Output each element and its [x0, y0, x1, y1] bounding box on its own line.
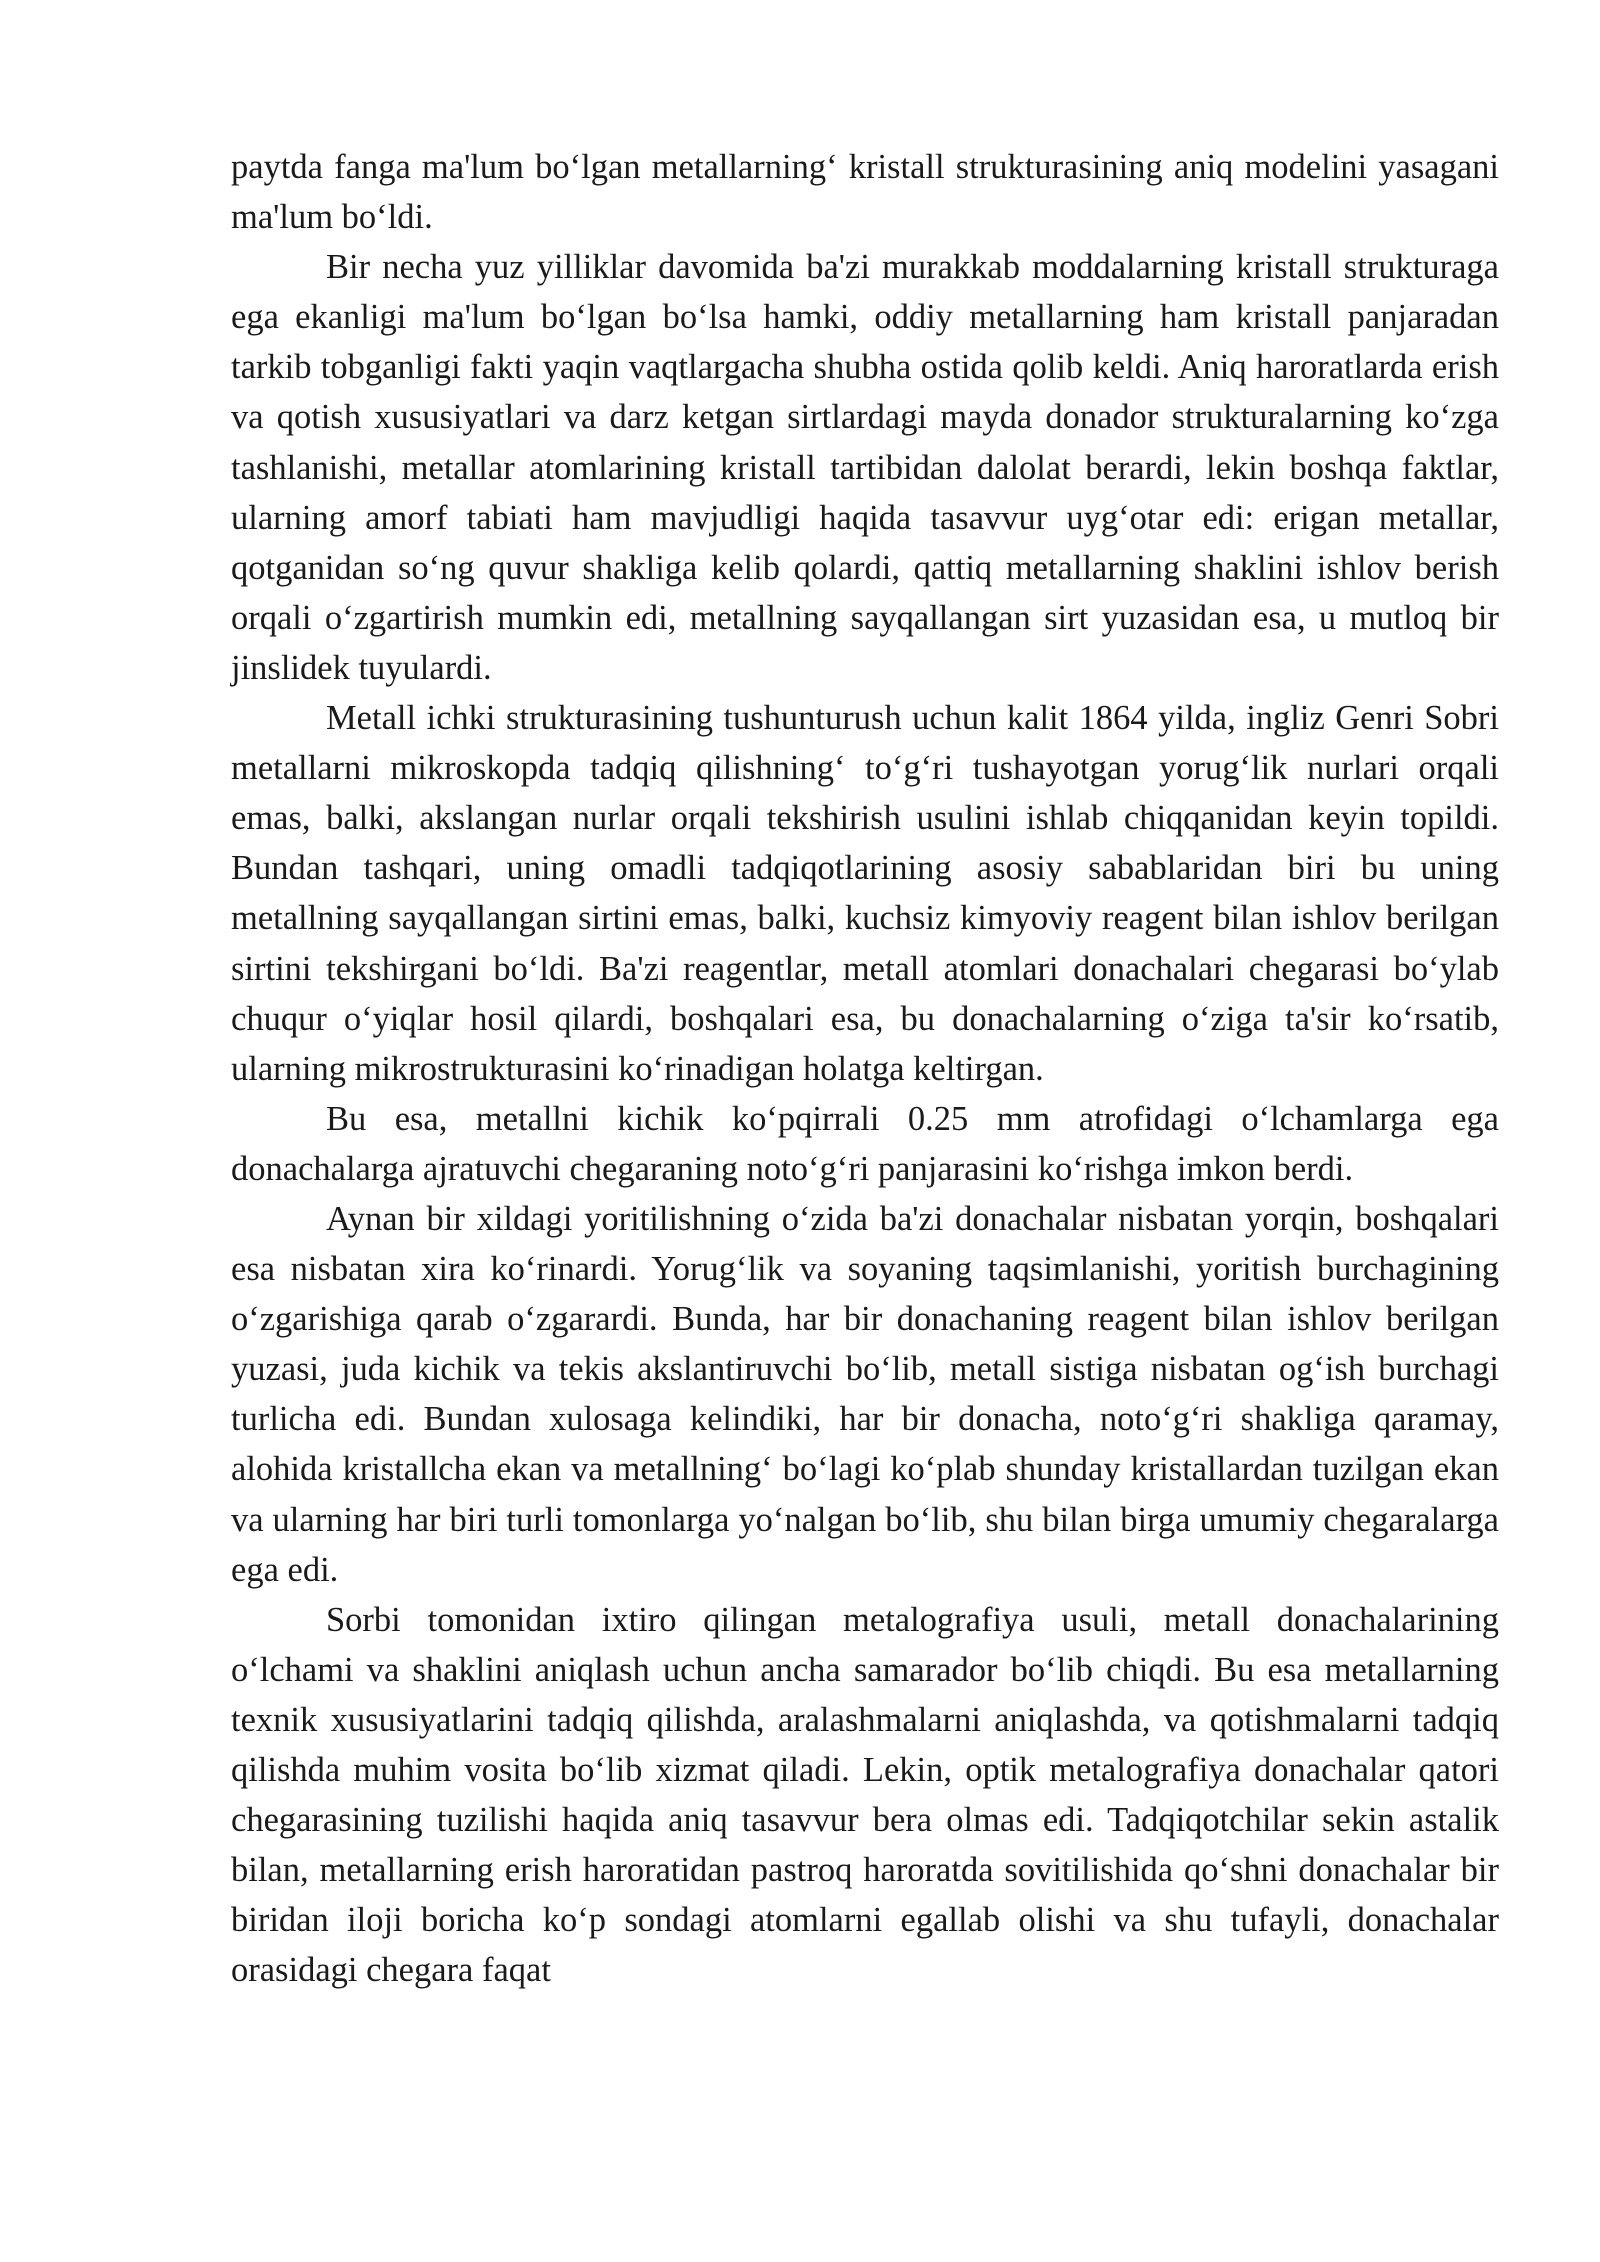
document-page	[231, 142, 1499, 1995]
paragraph-crystal-structure: Bir necha yuz yilliklar davomida ba'zi murakkab moddalarning kristall strukturaga ega ekanligi ma'lum bo‘lgan bo‘lsa hamki, oddiy metallarning ham kristall panjaradan tarkib tobganligi fakti yaqin vaqtlargacha shubha ostida qolib keldi. Aniq haroratlarda erish va qotish xususiyatlari va darz ketgan sirtlardagi mayda donador strukturalarning ko‘zga tashlanishi, metallar atomlarining kristall tartibidan dalolat berardi, lekin boshqa faktlar, ularning amorf tabiati ham mavjudligi haqida tasavvur uyg‘otar edi: erigan metallar, qotganidan so‘ng quvur shakliga kelib qolardi, qattiq metallarning shaklini ishlov berish orqali o‘zgartirish mumkin edi, metallning sayqallangan sirt yuzasidan esa, u mutloq bir jinslidek tuyulardi.	[231, 248, 1499, 687]
paragraph-grain-boundaries: Bu esa, metallni kichik ko‘pqirrali 0.25 mm atrofidagi o‘lchamlarga ega donachalarga ajratuvchi chegaraning noto‘g‘ri panjarasini ko‘rishga imkon berdi.	[231, 1099, 1499, 1188]
paragraph-illumination: Aynan bir xildagi yoritilishning o‘zida ba'zi donachalar nisbatan yorqin, boshqalari esa nisbatan xira ko‘rinardi. Yorug‘lik va soyaning taqsimlanishi, yoritish burchagining o‘zgarishiga qarab o‘zgarardi. Bunda, har bir donachaning reagent bilan ishlov berilgan yuzasi, juda kichik va tekis akslantiruvchi bo‘lib, metall sistiga nisbatan og‘ish burchagi turlicha edi. Bundan xulosaga kelindiki, har bir donacha, noto‘g‘ri shakliga qaramay, alohida kristallcha ekan va metallning‘ bo‘lagi ko‘plab shunday kristallardan tuzilgan ekan va ularning har biri turli tomonlarga yo‘nalgan bo‘lib, shu bilan birga umumiy chegaralarga ega edi.	[231, 1199, 1499, 1589]
paragraph-sorby-method: Metall ichki strukturasining tushunturush uchun kalit 1864 yilda, ingliz Genri Sobri metallarni mikroskopda tadqiq qilishning‘ to‘g‘ri tushayotgan yorug‘lik nurlari orqali emas, balki, akslangan nurlar orqali tekshirish usulini ishlab chiqqanidan keyin topildi. Bundan tashqari, uning omadli tadqiqotlarining asosiy sabablaridan biri bu uning metallning sayqallangan sirtini emas, balki, kuchsiz kimyoviy reagent bilan ishlov berilgan sirtini tekshirgani bo‘ldi. Ba'zi reagentlar, metall atomlari donachalari chegarasi bo‘ylab chuqur o‘yiqlar hosil qilardi, boshqalari esa, bu donachalarning o‘ziga ta'sir ko‘rsatib, ularning mikrostrukturasini ko‘rinadigan holatga keltirgan.	[231, 699, 1499, 1088]
paragraph-metallography: Sorbi tomonidan ixtiro qilingan metalografiya usuli, metall donachalarining o‘lchami va shaklini aniqlash uchun ancha samarador bo‘lib chiqdi. Bu esa metallarning texnik xususiyatlarini tadqiq qilishda, aralashmalarni aniqlashda, va qotishmalarni tadqiq qilishda muhim vosita bo‘lib xizmat qiladi. Lekin, optik metalografiya donachalar qatori chegarasining tuzilishi haqida aniq tasavvur bera olmas edi. Tadqiqotchilar sekin astalik bilan, metallarning erish haroratidan pastroq haroratda sovitilishida qo‘shni donachalar bir biridan iloji boricha ko‘p sondagi atomlarni egallab olishi va shu tufayli, donachalar orasidagi chegara faqat	[231, 1600, 1499, 1990]
paragraph-continuation: paytda fanga ma'lum bo‘lgan metallarning‘ kristall strukturasining aniq modelini yasagani ma'lum bo‘ldi.	[231, 148, 1499, 237]
